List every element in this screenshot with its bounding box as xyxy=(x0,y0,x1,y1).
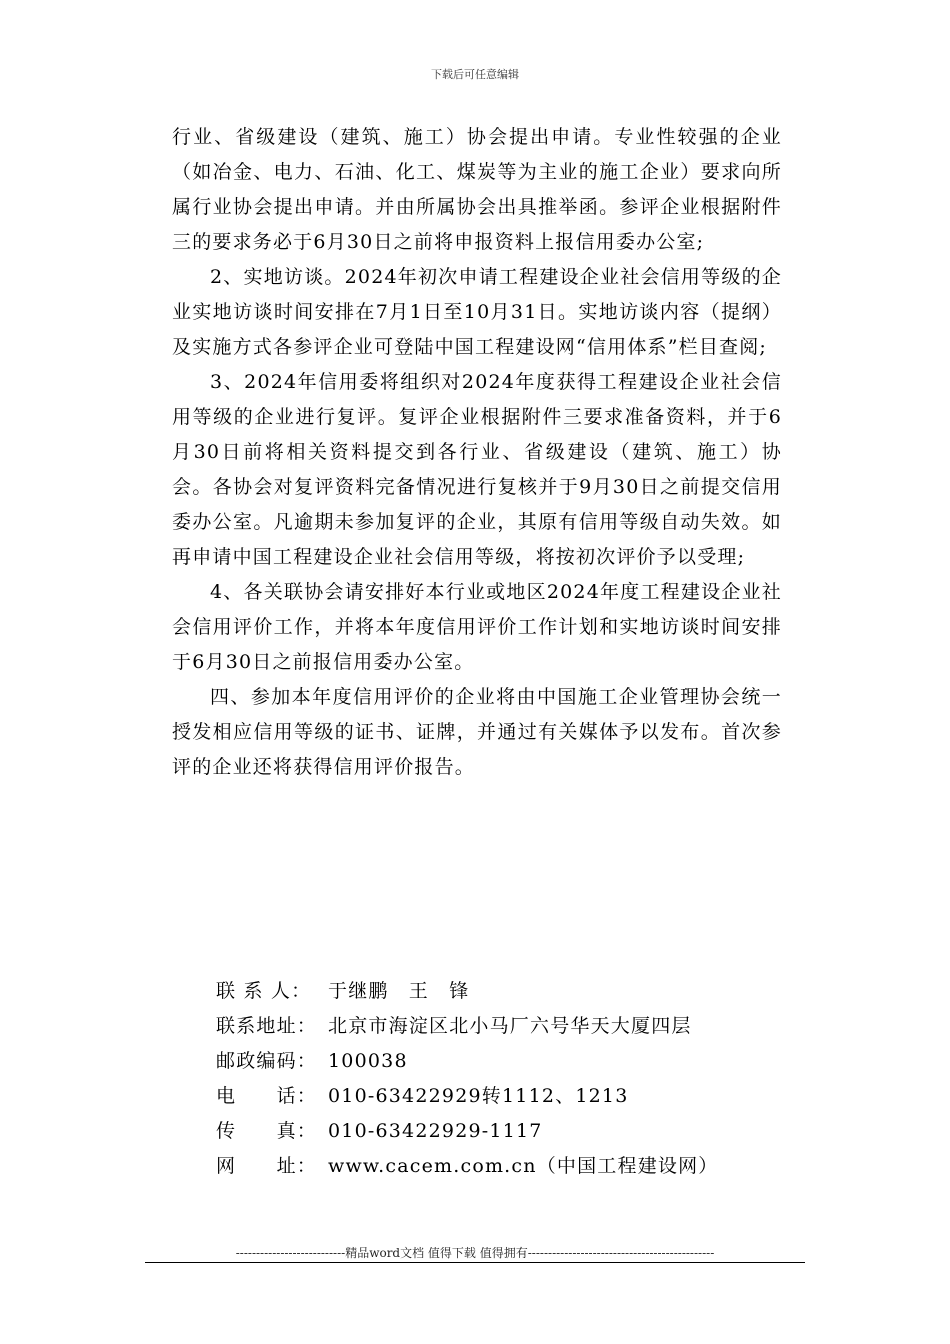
paragraph-section-4: 四、参加本年度信用评价的企业将由中国施工企业管理协会统一授发相应信用等级的证书、证牌，并通过有关媒体予以发布。首次参评的企业还将获得信用评价报告。 xyxy=(172,686,782,778)
contact-value: 010-63422929转1112、1213 xyxy=(328,1085,629,1107)
paragraph-continuation: 行业、省级建设（建筑、施工）协会提出申请。专业性较强的企业（如冶金、电力、石油、化工、煤炭等为主业的施工企业）要求向所属行业协会提出申请。并由所属协会出具推举函。参评企业根据附件三的要求务必于6月30日之前将申报资料上报信用委办公室; xyxy=(172,126,782,253)
page-footer: ---------------------------精品word文档 值得下载 值得拥有---------------------------------------------- xyxy=(235,1246,715,1260)
contact-label: 联系地址： xyxy=(216,1015,318,1037)
contact-row-website xyxy=(216,1149,776,1184)
contact-row-phone xyxy=(216,1079,776,1114)
page-header: 下载后可任意编辑 xyxy=(431,68,519,81)
contact-label: 传 真： xyxy=(216,1120,318,1142)
contact-value: 100038 xyxy=(328,1050,408,1072)
contact-value: www.cacem.com.cn（中国工程建设网） xyxy=(328,1155,719,1177)
contact-row-address xyxy=(216,1009,776,1044)
contact-value: 于继鹏 王 锋 xyxy=(328,980,470,1002)
paragraph-item-4: 4、各关联协会请安排好本行业或地区2024年度工程建设企业社会信用评价工作，并将本年度信用评价工作计划和实地访谈时间安排于6月30日之前报信用委办公室。 xyxy=(172,581,782,673)
contact-row-person xyxy=(216,974,776,1009)
contact-label: 邮政编码： xyxy=(216,1050,318,1072)
contact-label: 联 系 人： xyxy=(216,980,312,1002)
contact-value: 北京市海淀区北小马厂六号华天大厦四层 xyxy=(328,1015,692,1037)
contact-value: 010-63422929-1117 xyxy=(328,1120,543,1142)
document-body xyxy=(172,120,782,785)
paragraph-item-2: 2、实地访谈。2024年初次申请工程建设企业社会信用等级的企业实地访谈时间安排在7月1日至10月31日。实地访谈内容（提纲）及实施方式各参评企业可登陆中国工程建设网“信用体系”栏目查阅; xyxy=(172,266,782,358)
contact-label: 网 址： xyxy=(216,1155,318,1177)
paragraph-item-3: 3、2024年信用委将组织对2024年度获得工程建设企业社会信用等级的企业进行复评。复评企业根据附件三要求准备资料，并于6月30日前将相关资料提交到各行业、省级建设（建筑、施工）协会。各协会对复评资料完备情况进行复核并于9月30日之前提交信用委办公室。凡逾期未参加复评的企业，其原有信用等级自动失效。如再申请中国工程建设企业社会信用等级，将按初次评价予以受理; xyxy=(172,371,782,568)
footer-divider xyxy=(145,1262,805,1263)
contact-label: 电 话： xyxy=(216,1085,318,1107)
contact-row-fax xyxy=(216,1114,776,1149)
contact-block xyxy=(216,974,776,1184)
contact-row-postcode xyxy=(216,1044,776,1079)
